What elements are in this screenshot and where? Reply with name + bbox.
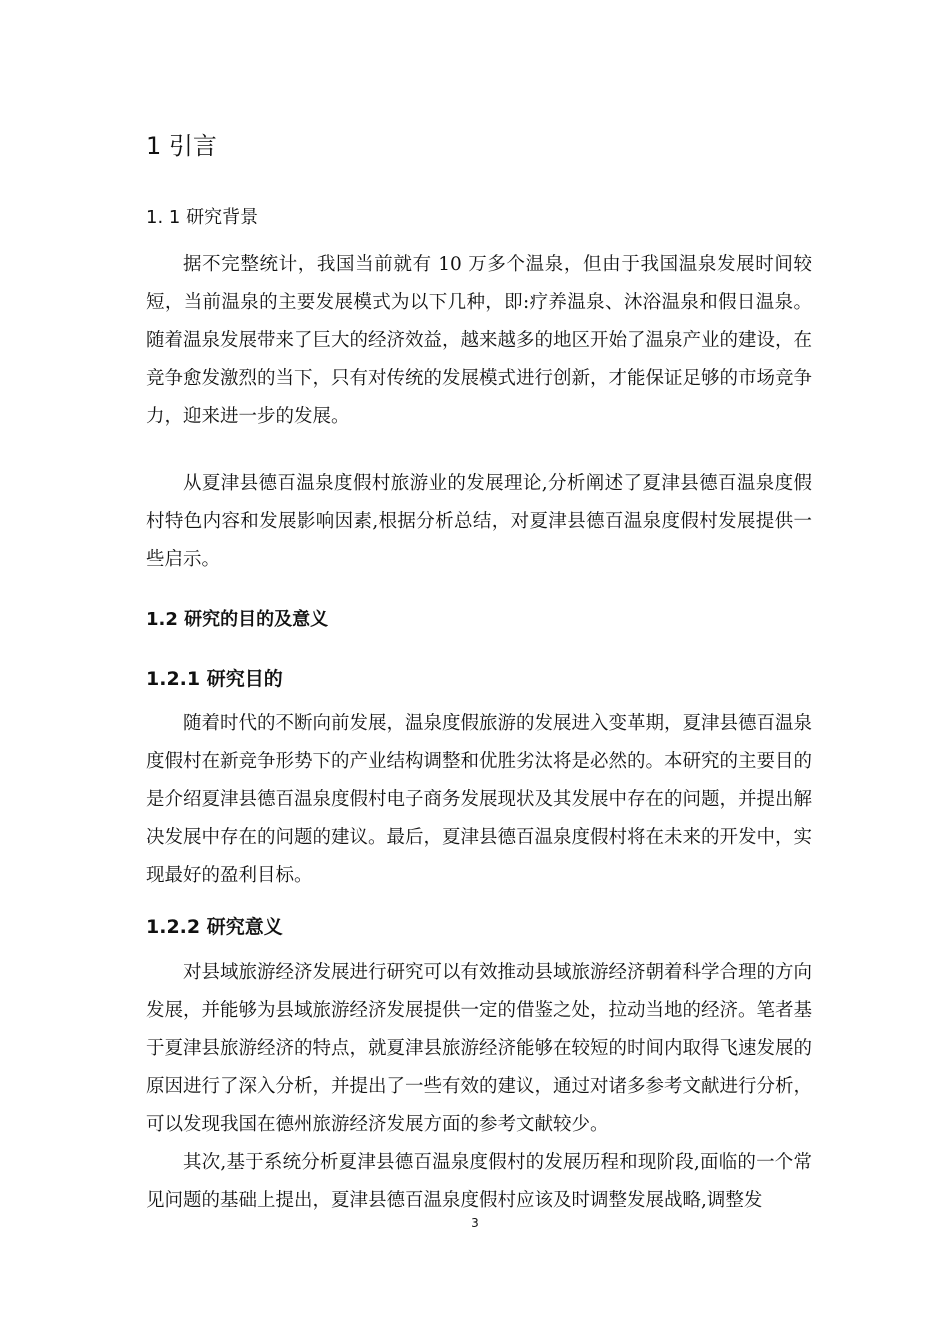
paragraph-significance-2: 其次,基于系统分析夏津县德百温泉度假村的发展历程和现阶段,面临的一个常见问题的基础上提出，夏津县德百温泉度假村应该及时调整发展战略,调整发 bbox=[146, 1152, 812, 1211]
section-1-1-heading: 1. 1 研究背景 bbox=[146, 207, 259, 228]
section-1-2-1-heading: 1.2.1 研究目的 bbox=[146, 668, 283, 690]
page-number: 3 bbox=[471, 1216, 479, 1230]
paragraph-purpose: 随着时代的不断向前发展，温泉度假旅游的发展进入变革期，夏津县德百温泉度假村在新竞争形势下的产业结构调整和优胜劣汰将是必然的。本研究的主要目的是介绍夏津县德百温泉度假村电子商务发展现状及其发展中存在的问题，并提出解决发展中存在的问题的建议。最后，夏津县德百温泉度假村将在未来的开发中，实现最好的盈利目标。 bbox=[146, 713, 813, 886]
chapter-title: 1 引言 bbox=[146, 132, 217, 160]
paragraph-background-2: 从夏津县德百温泉度假村旅游业的发展理论,分析阐述了夏津县德百温泉度假村特色内容和发展影响因素,根据分析总结，对夏津县德百温泉度假村发展提供一些启示。 bbox=[146, 473, 812, 570]
section-1-2-2-heading: 1.2.2 研究意义 bbox=[146, 916, 283, 938]
paragraph-background-1: 据不完整统计，我国当前就有 10 万多个温泉，但由于我国温泉发展时间较短，当前温泉的主要发展模式为以下几种，即:疗养温泉、沐浴温泉和假日温泉。随着温泉发展带来了巨大的经济效益，越来越多的地区开始了温泉产业的建设，在竞争愈发激烈的当下，只有对传统的发展模式进行创新，才能保证足够的市场竞争力，迎来进一步的发展。 bbox=[146, 254, 813, 427]
paragraph-significance-1: 对县域旅游经济发展进行研究可以有效推动县域旅游经济朝着科学合理的方向发展，并能够为县域旅游经济发展提供一定的借鉴之处，拉动当地的经济。笔者基于夏津县旅游经济的特点，就夏津县旅游经济能够在较短的时间内取得飞速发展的原因进行了深入分析，并提出了一些有效的建议，通过对诸多参考文献进行分析，可以发现我国在德州旅游经济发展方面的参考文献较少。 bbox=[146, 962, 813, 1135]
section-1-2-heading: 1.2 研究的目的及意义 bbox=[146, 609, 329, 630]
